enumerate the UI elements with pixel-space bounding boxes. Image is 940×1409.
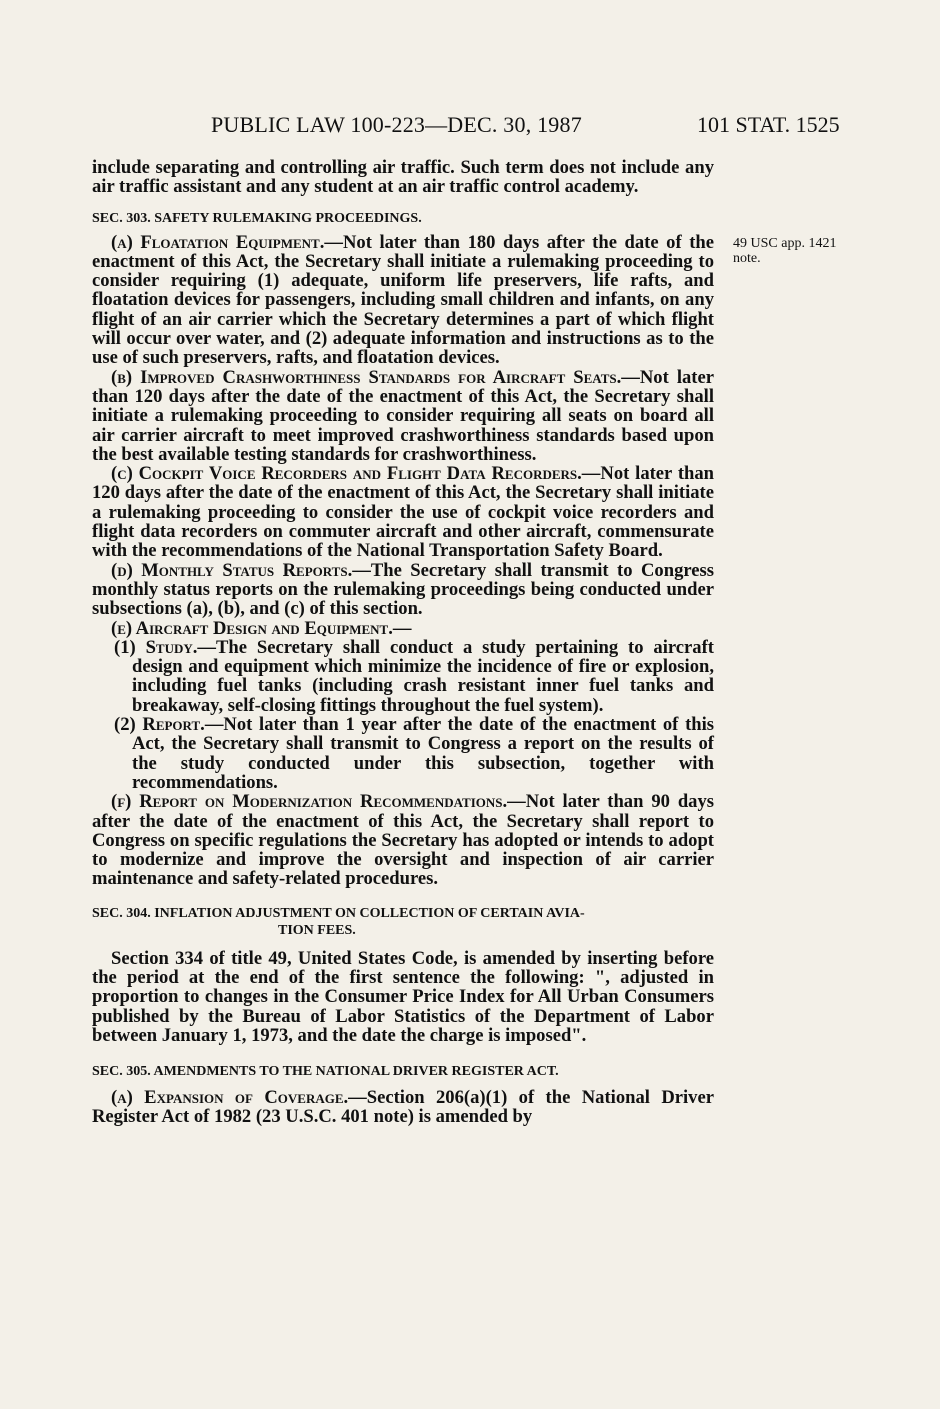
body-text (92, 158, 714, 1127)
section-303-e2-label: (2) Report. (114, 714, 205, 736)
section-304-heading-line2: TION FEES. (278, 922, 356, 938)
section-305-a-text: —Section 206(a)(1) of the National Driver Register Act of 1982 (23 U.S.C. 401 note) is amended by (92, 1087, 714, 1128)
margin-note-sec303: 49 USC app. 1421 note. (733, 236, 837, 266)
section-304-text: Section 334 of title 49, United States Code, is amended by inserting before the period at the end of the first sentence the following: ", adjusted in proportion to changes in the Consumer Price Index for All Urban Consumers published by the Bureau of Labor Statistics of the Department of Labor between January 1, 1973, and the date the charge is imposed". (92, 947, 714, 1046)
section-303-f-label: (f) Report on Modernization Recommendations. (111, 791, 508, 813)
section-303-a (92, 233, 714, 368)
page-header-title: PUBLIC LAW 100-223—DEC. 30, 1987 (211, 112, 582, 137)
section-303-e-text: — (392, 617, 412, 639)
section-305-heading: SEC. 305. AMENDMENTS TO THE NATIONAL DRIVER REGISTER ACT. (92, 1064, 559, 1080)
section-303-b (92, 368, 714, 464)
section-303-e1 (92, 638, 714, 715)
section-303-b-label: (b) Improved Crashworthiness Standards for Aircraft Seats. (111, 366, 622, 388)
section-303-heading: SEC. 303. SAFETY RULEMAKING PROCEEDINGS. (92, 210, 422, 226)
section-303-c (92, 464, 714, 560)
intro-paragraph: include separating and controlling air traffic. Such term does not include any air traffic assistant and any student at an air traffic control academy. (92, 157, 714, 198)
section-303-d-label: (d) Monthly Status Reports. (111, 559, 353, 581)
section-303-a-label: (a) Floatation Equipment. (111, 231, 325, 253)
section-303-e (92, 619, 714, 638)
section-303-f-text: —Not later than 90 days after the date of the enactment of this Act, the Secretary shall report to Congress on specific regulations the Secretary has adopted or intends to adopt to modernize and improve the oversight and inspection of air carrier maintenance and safety-related procedures. (92, 791, 714, 890)
section-305-a-label: (a) Expansion of Coverage. (111, 1087, 349, 1109)
section-303-a-text: —Not later than 180 days after the date of the enactment of this Act, the Secretary shall initiate a rulemaking proceeding to consider requiring (1) adequate, uniform life preservers, life rafts, and floatation devices for passengers, including small children and infants, on any flight of an air carrier which the Secretary determines a part of which flight will occur over water, and (2) adequate information and instructions as to the use of such preservers, rafts, and floatation devices. (92, 231, 714, 369)
section-304-heading-line1: SEC. 304. INFLATION ADJUSTMENT ON COLLECTION OF CERTAIN AVIA- (92, 905, 585, 921)
section-303-d-text: —The Secretary shall transmit to Congress monthly status reports on the rulemaking proceedings being conducted under subsections (a), (b), and (c) of this section. (92, 559, 715, 620)
section-303-e-label: (e) Aircraft Design and Equipment. (111, 617, 393, 639)
section-303-e2-text: —Not later than 1 year after the date of the enactment of this Act, the Secretary shall transmit to Congress a report on the results of the study conducted under this subsection, together with recommendations. (132, 714, 715, 793)
section-303-e1-text: —The Secretary shall conduct a study pertaining to aircraft design and equipment which minimize the incidence of fire or explosion, including fuel tanks (including crash resistant inner fuel tanks and breakaway, self-closing fittings throughout the fuel system). (132, 636, 714, 716)
section-303-d (92, 561, 714, 619)
section-304-heading (92, 905, 714, 939)
section-305-a (92, 1088, 714, 1127)
section-303-e1-label: (1) Study. (114, 636, 198, 658)
section-303-b-text: —Not later than 120 days after the date of the enactment of this Act, the Secretary shall initiate a rulemaking proceeding to consider requiring all seats on board all air carrier aircraft to meet improved crashworthiness standards based upon the best available testing standards for crashworthiness. (92, 366, 714, 465)
section-303-c-label: (c) Cockpit Voice Recorders and Flight Data Recorders. (111, 463, 582, 485)
section-303-f (92, 792, 714, 888)
section-303-e2 (92, 715, 714, 792)
section-303-c-text: —Not later than 120 days after the date of the enactment of this Act, the Secretary shall initiate a rulemaking proceeding to consider the use of cockpit voice recorders and flight data recorders on commuter aircraft and other aircraft, commensurate with the recommendations of the National Transportation Safety Board. (92, 463, 714, 562)
page-header-stat: 101 STAT. 1525 (697, 112, 840, 137)
